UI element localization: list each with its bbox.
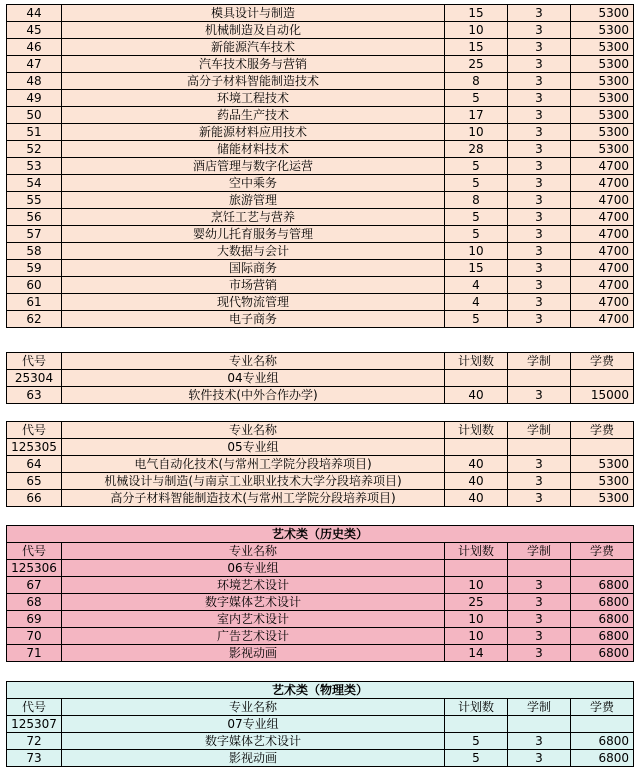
group-row	[7, 560, 634, 577]
tuition-fee: 5300	[571, 56, 634, 73]
plan-count: 5	[445, 311, 508, 328]
major-name: 模具设计与制造	[62, 5, 445, 22]
major-code: 51	[7, 124, 62, 141]
major-name: 环境工程技术	[62, 90, 445, 107]
tuition-fee: 4700	[571, 209, 634, 226]
table-row	[7, 56, 634, 73]
major-name: 汽车技术服务与营销	[62, 56, 445, 73]
header-years: 学制	[508, 543, 571, 560]
table-row	[7, 73, 634, 90]
section-caption: 艺术类（历史类）	[7, 526, 634, 543]
tuition-fee: 5300	[571, 73, 634, 90]
major-code: 53	[7, 158, 62, 175]
major-name: 新能源材料应用技术	[62, 124, 445, 141]
study-years: 3	[508, 5, 571, 22]
plan-count: 25	[445, 56, 508, 73]
study-years: 3	[508, 39, 571, 56]
major-code: 46	[7, 39, 62, 56]
table-row	[7, 209, 634, 226]
tuition-fee: 6800	[571, 577, 634, 594]
table-row	[7, 124, 634, 141]
major-code: 59	[7, 260, 62, 277]
table-row	[7, 294, 634, 311]
plan-count: 25	[445, 594, 508, 611]
major-code: 47	[7, 56, 62, 73]
header-name: 专业名称	[62, 699, 445, 716]
tuition-fee: 5300	[571, 22, 634, 39]
header-row	[7, 353, 634, 370]
plan-count: 15	[445, 5, 508, 22]
tuition-fee: 5300	[571, 5, 634, 22]
caption-row	[7, 682, 634, 699]
table-row	[7, 175, 634, 192]
study-years: 3	[508, 158, 571, 175]
header-years: 学制	[508, 422, 571, 439]
table-row	[7, 750, 634, 767]
study-years: 3	[508, 456, 571, 473]
header-fee: 学费	[571, 543, 634, 560]
table-row	[7, 192, 634, 209]
tuition-fee: 6800	[571, 750, 634, 767]
study-years: 3	[508, 175, 571, 192]
major-code: 50	[7, 107, 62, 124]
plan-count: 17	[445, 107, 508, 124]
tuition-fee: 4700	[571, 311, 634, 328]
major-code: 52	[7, 141, 62, 158]
tuition-fee: 4700	[571, 277, 634, 294]
tuition-fee: 5300	[571, 490, 634, 507]
plan-count: 15	[445, 260, 508, 277]
major-name: 环境艺术设计	[62, 577, 445, 594]
group-row	[7, 716, 634, 733]
plan-count: 10	[445, 611, 508, 628]
major-name: 影视动画	[62, 750, 445, 767]
tuition-fee: 4700	[571, 260, 634, 277]
tuition-fee: 6800	[571, 594, 634, 611]
study-years: 3	[508, 733, 571, 750]
study-years: 3	[508, 311, 571, 328]
major-code: 60	[7, 277, 62, 294]
tuition-fee: 5300	[571, 39, 634, 56]
table-row	[7, 456, 634, 473]
study-years: 3	[508, 209, 571, 226]
major-name: 高分子材料智能制造技术(与常州工学院分段培养项目)	[62, 490, 445, 507]
study-years: 3	[508, 226, 571, 243]
major-name: 数字媒体艺术设计	[62, 594, 445, 611]
header-row	[7, 543, 634, 560]
tuition-fee: 5300	[571, 456, 634, 473]
major-code: 64	[7, 456, 62, 473]
major-code: 58	[7, 243, 62, 260]
header-code: 代号	[7, 699, 62, 716]
major-code: 69	[7, 611, 62, 628]
major-code: 44	[7, 5, 62, 22]
table-row	[7, 311, 634, 328]
study-years: 3	[508, 124, 571, 141]
tuition-fee: 5300	[571, 124, 634, 141]
tuition-fee: 5300	[571, 141, 634, 158]
table-row	[7, 158, 634, 175]
plan-count: 10	[445, 577, 508, 594]
tuition-fee: 6800	[571, 733, 634, 750]
major-name: 市场营销	[62, 277, 445, 294]
study-years: 3	[508, 22, 571, 39]
plan-count: 5	[445, 158, 508, 175]
group-code: 125305	[7, 439, 62, 456]
plan-count: 14	[445, 645, 508, 662]
tuition-fee: 4700	[571, 294, 634, 311]
study-years: 3	[508, 473, 571, 490]
major-code: 61	[7, 294, 62, 311]
plan-count: 5	[445, 175, 508, 192]
header-code: 代号	[7, 353, 62, 370]
major-name: 数字媒体艺术设计	[62, 733, 445, 750]
major-name: 现代物流管理	[62, 294, 445, 311]
table-row	[7, 260, 634, 277]
section-caption: 艺术类（物理类）	[7, 682, 634, 699]
header-row	[7, 699, 634, 716]
major-code: 72	[7, 733, 62, 750]
header-fee: 学费	[571, 422, 634, 439]
study-years: 3	[508, 611, 571, 628]
table-row	[7, 577, 634, 594]
group-name: 06专业组	[62, 560, 445, 577]
table-row	[7, 490, 634, 507]
study-years: 3	[508, 90, 571, 107]
major-name: 电子商务	[62, 311, 445, 328]
group-row	[7, 370, 634, 387]
group-code: 125307	[7, 716, 62, 733]
study-years: 3	[508, 628, 571, 645]
major-name: 机械制造及自动化	[62, 22, 445, 39]
major-name: 大数据与会计	[62, 243, 445, 260]
header-plan: 计划数	[445, 699, 508, 716]
major-code: 62	[7, 311, 62, 328]
header-code: 代号	[7, 422, 62, 439]
plan-count: 28	[445, 141, 508, 158]
study-years: 3	[508, 645, 571, 662]
tuition-fee: 5300	[571, 90, 634, 107]
group-name: 07专业组	[62, 716, 445, 733]
major-code: 48	[7, 73, 62, 90]
plan-count: 5	[445, 226, 508, 243]
tuition-fee: 5300	[571, 473, 634, 490]
table-row	[7, 226, 634, 243]
header-row	[7, 422, 634, 439]
study-years: 3	[508, 260, 571, 277]
study-years: 3	[508, 577, 571, 594]
study-years: 3	[508, 490, 571, 507]
plan-count: 4	[445, 294, 508, 311]
major-code: 65	[7, 473, 62, 490]
table-row	[7, 645, 634, 662]
plan-count: 4	[445, 277, 508, 294]
tuition-fee: 6800	[571, 628, 634, 645]
header-years: 学制	[508, 353, 571, 370]
table-row	[7, 141, 634, 158]
header-name: 专业名称	[62, 422, 445, 439]
plan-count: 5	[445, 209, 508, 226]
study-years: 3	[508, 594, 571, 611]
major-code: 73	[7, 750, 62, 767]
major-name: 新能源汽车技术	[62, 39, 445, 56]
major-name: 国际商务	[62, 260, 445, 277]
plan-count: 10	[445, 628, 508, 645]
header-name: 专业名称	[62, 353, 445, 370]
major-name: 高分子材料智能制造技术	[62, 73, 445, 90]
table-group-07	[6, 681, 634, 767]
table-row	[7, 594, 634, 611]
group-name: 05专业组	[62, 439, 445, 456]
group-row	[7, 439, 634, 456]
plan-count: 8	[445, 192, 508, 209]
major-name: 广告艺术设计	[62, 628, 445, 645]
tuition-fee: 4700	[571, 158, 634, 175]
plan-count: 10	[445, 124, 508, 141]
major-code: 71	[7, 645, 62, 662]
major-name: 旅游管理	[62, 192, 445, 209]
table-row	[7, 611, 634, 628]
table-row	[7, 22, 634, 39]
study-years: 3	[508, 294, 571, 311]
tuition-fee: 4700	[571, 226, 634, 243]
group-name: 04专业组	[62, 370, 445, 387]
major-name: 机械设计与制造(与南京工业职业技术大学分段培养项目)	[62, 473, 445, 490]
tuition-fee: 6800	[571, 611, 634, 628]
table-row	[7, 39, 634, 56]
major-name: 烹饪工艺与营养	[62, 209, 445, 226]
major-name: 储能材料技术	[62, 141, 445, 158]
table-row	[7, 277, 634, 294]
tuition-fee: 4700	[571, 192, 634, 209]
major-code: 55	[7, 192, 62, 209]
major-name: 药品生产技术	[62, 107, 445, 124]
study-years: 3	[508, 107, 571, 124]
tuition-fee: 15000	[571, 387, 634, 404]
major-name: 软件技术(中外合作办学)	[62, 387, 445, 404]
plan-count: 40	[445, 473, 508, 490]
plan-count: 5	[445, 90, 508, 107]
group-code: 25304	[7, 370, 62, 387]
major-code: 56	[7, 209, 62, 226]
header-years: 学制	[508, 699, 571, 716]
header-fee: 学费	[571, 353, 634, 370]
header-fee: 学费	[571, 699, 634, 716]
plan-count: 40	[445, 456, 508, 473]
major-code: 49	[7, 90, 62, 107]
header-code: 代号	[7, 543, 62, 560]
caption-row	[7, 526, 634, 543]
table-row	[7, 90, 634, 107]
plan-count: 8	[445, 73, 508, 90]
table-group-continued	[6, 4, 634, 328]
tuition-fee: 6800	[571, 645, 634, 662]
major-code: 63	[7, 387, 62, 404]
table-row	[7, 243, 634, 260]
tuition-fee: 4700	[571, 243, 634, 260]
table-row	[7, 5, 634, 22]
header-plan: 计划数	[445, 353, 508, 370]
plan-count: 40	[445, 490, 508, 507]
study-years: 3	[508, 56, 571, 73]
major-code: 66	[7, 490, 62, 507]
study-years: 3	[508, 141, 571, 158]
header-name: 专业名称	[62, 543, 445, 560]
major-name: 影视动画	[62, 645, 445, 662]
header-plan: 计划数	[445, 543, 508, 560]
table-row	[7, 473, 634, 490]
major-name: 酒店管理与数字化运营	[62, 158, 445, 175]
major-name: 电气自动化技术(与常州工学院分段培养项目)	[62, 456, 445, 473]
plan-count: 15	[445, 39, 508, 56]
study-years: 3	[508, 387, 571, 404]
major-code: 70	[7, 628, 62, 645]
major-name: 空中乘务	[62, 175, 445, 192]
study-years: 3	[508, 192, 571, 209]
group-code: 125306	[7, 560, 62, 577]
tuition-fee: 4700	[571, 175, 634, 192]
major-name: 室内艺术设计	[62, 611, 445, 628]
major-name: 婴幼儿托育服务与管理	[62, 226, 445, 243]
table-row	[7, 733, 634, 750]
plan-count: 5	[445, 733, 508, 750]
tuition-fee: 5300	[571, 107, 634, 124]
study-years: 3	[508, 73, 571, 90]
major-code: 45	[7, 22, 62, 39]
table-group-05	[6, 421, 634, 507]
major-code: 54	[7, 175, 62, 192]
table-row	[7, 628, 634, 645]
plan-count: 10	[445, 22, 508, 39]
table-row	[7, 107, 634, 124]
header-plan: 计划数	[445, 422, 508, 439]
study-years: 3	[508, 243, 571, 260]
table-row	[7, 387, 634, 404]
major-code: 67	[7, 577, 62, 594]
plan-count: 40	[445, 387, 508, 404]
table-group-04	[6, 352, 634, 404]
table-group-06	[6, 525, 634, 662]
major-code: 68	[7, 594, 62, 611]
major-code: 57	[7, 226, 62, 243]
study-years: 3	[508, 277, 571, 294]
study-years: 3	[508, 750, 571, 767]
plan-count: 10	[445, 243, 508, 260]
plan-count: 5	[445, 750, 508, 767]
